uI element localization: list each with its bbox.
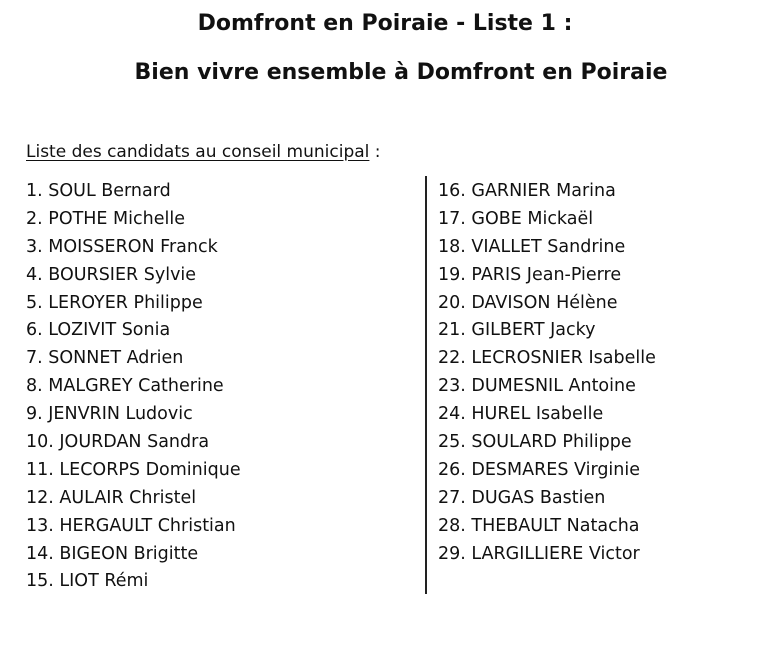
candidate-item: 13. HERGAULT Christian — [26, 515, 236, 536]
candidate-item: 21. GILBERT Jacky — [438, 320, 596, 341]
candidate-list-heading — [26, 142, 381, 162]
candidate-item: 4. BOURSIER Sylvie — [26, 264, 197, 285]
candidate-item: 26. DESMARES Virginie — [438, 459, 641, 480]
candidate-item: 9. JENVRIN Ludovic — [26, 404, 193, 425]
candidate-item: 7. SONNET Adrien — [26, 348, 184, 369]
candidate-list-heading-suffix: : — [369, 142, 381, 162]
candidate-item: 25. SOULARD Philippe — [438, 432, 632, 453]
candidate-list-heading-label: Liste des candidats au conseil municipal — [26, 142, 370, 162]
candidate-item: 23. DUMESNIL Antoine — [438, 376, 636, 397]
candidate-item: 5. LEROYER Philippe — [26, 292, 203, 313]
candidate-item: 19. PARIS Jean-Pierre — [438, 264, 622, 285]
candidate-item: 29. LARGILLIERE Victor — [438, 543, 640, 564]
candidate-item: 27. DUGAS Bastien — [438, 487, 606, 508]
candidate-item: 14. BIGEON Brigitte — [26, 543, 199, 564]
candidate-item: 17. GOBE Mickaël — [438, 208, 594, 229]
candidate-item: 8. MALGREY Catherine — [26, 376, 224, 397]
candidate-item: 3. MOISSERON Franck — [26, 236, 218, 257]
candidate-item: 22. LECROSNIER Isabelle — [438, 348, 656, 369]
candidate-list-left-column — [26, 178, 241, 596]
candidate-item: 28. THEBAULT Natacha — [438, 515, 640, 536]
candidate-item: 18. VIALLET Sandrine — [438, 236, 626, 257]
candidate-item: 6. LOZIVIT Sonia — [26, 320, 171, 341]
candidate-item: 20. DAVISON Hélène — [438, 292, 618, 313]
page-subtitle: Bien vivre ensemble à Domfront en Poiraie — [134, 60, 668, 85]
candidate-list-right-column — [438, 178, 656, 568]
candidate-item: 2. POTHE Michelle — [26, 208, 185, 229]
candidate-item: 15. LIOT Rémi — [26, 571, 149, 592]
page-title: Domfront en Poiraie - Liste 1 : — [197, 11, 573, 36]
candidate-item: 10. JOURDAN Sandra — [26, 432, 210, 453]
column-divider — [425, 176, 427, 594]
candidate-item: 24. HUREL Isabelle — [438, 404, 604, 425]
candidate-item: 11. LECORPS Dominique — [26, 459, 241, 480]
candidate-item: 16. GARNIER Marina — [438, 181, 616, 201]
candidate-item: 12. AULAIR Christel — [26, 487, 197, 508]
candidate-item: 1. SOUL Bernard — [26, 181, 171, 201]
